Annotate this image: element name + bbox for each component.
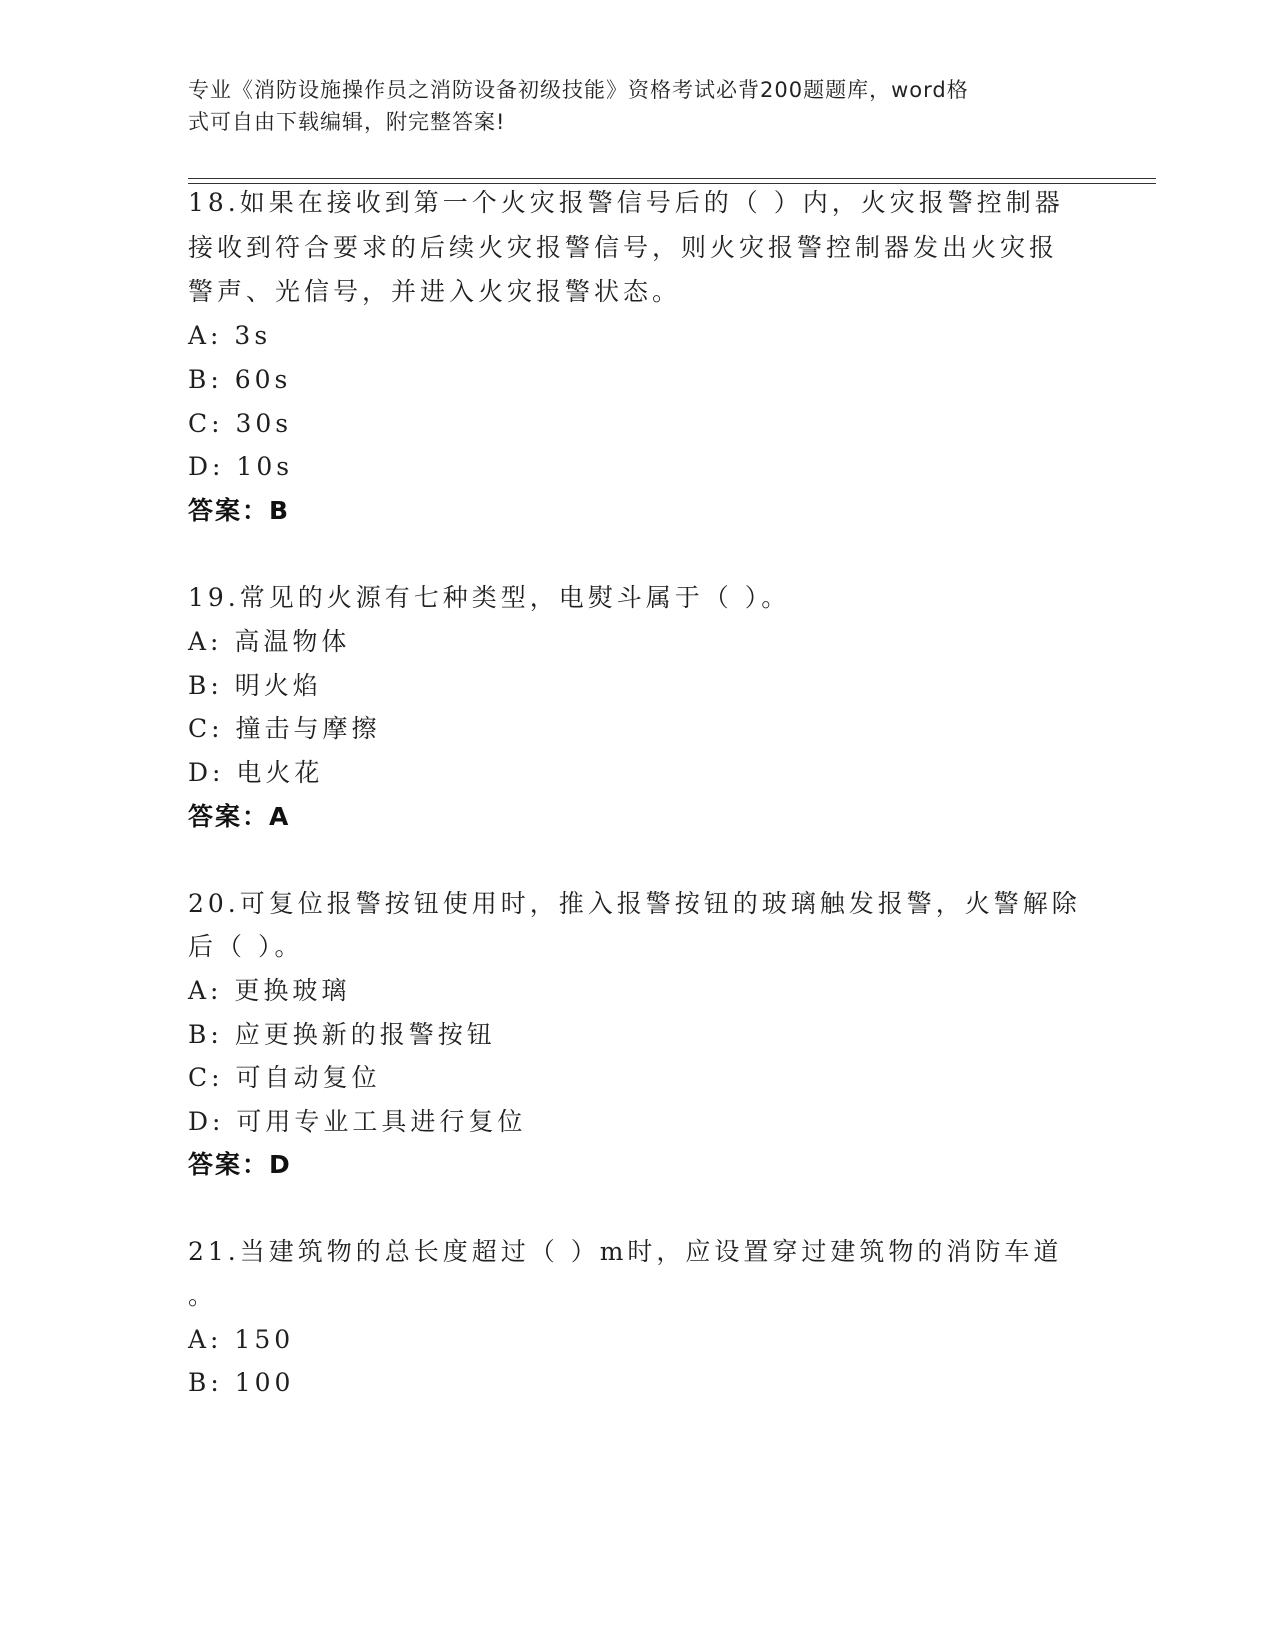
question-20-stem-line-1: 20.可复位报警按钮使用时，推入报警按钮的玻璃触发报警，火警解除 bbox=[188, 889, 1081, 918]
question-20-option-b: B: 应更换新的报警按钮 bbox=[188, 1020, 496, 1049]
question-18-answer: 答案：B bbox=[188, 496, 291, 525]
document-header bbox=[188, 74, 1088, 138]
question-19-answer: 答案：A bbox=[188, 802, 291, 831]
question-18-option-d: D: 10s bbox=[188, 452, 294, 481]
header-line-1: 专业《消防设施操作员之消防设备初级技能》资格考试必背200题题库，word格 bbox=[188, 78, 969, 102]
question-19-option-a: A: 高温物体 bbox=[188, 627, 351, 656]
question-19-option-d: D: 电火花 bbox=[188, 758, 324, 787]
question-18-option-c: C: 30s bbox=[188, 409, 293, 438]
header-divider-bottom bbox=[188, 183, 1156, 184]
question-21-option-a: A: 150 bbox=[188, 1325, 295, 1354]
question-21-stem-line-2: 。 bbox=[188, 1281, 218, 1310]
question-21-stem-line-1: 21.当建筑物的总长度超过（ ）m时，应设置穿过建筑物的消防车道 bbox=[188, 1237, 1063, 1266]
question-19-stem-line-1: 19.常见的火源有七种类型，电熨斗属于（ ）。 bbox=[188, 583, 791, 612]
question-18-stem-line-1: 18.如果在接收到第一个火灾报警信号后的（ ）内，火灾报警控制器 bbox=[188, 188, 1064, 217]
question-21-option-b: B: 100 bbox=[188, 1368, 295, 1397]
question-20-option-c: C: 可自动复位 bbox=[188, 1063, 381, 1092]
question-20-option-a: A: 更换玻璃 bbox=[188, 976, 351, 1005]
question-18-stem-line-3: 警声、光信号，并进入火灾报警状态。 bbox=[188, 277, 682, 306]
question-20-option-d: D: 可用专业工具进行复位 bbox=[188, 1107, 527, 1136]
header-divider-top bbox=[188, 178, 1156, 179]
question-20-answer: 答案：D bbox=[188, 1150, 292, 1179]
question-18-option-a: A: 3s bbox=[188, 321, 272, 350]
question-20-stem-line-2: 后（ ）。 bbox=[188, 932, 304, 961]
question-19-option-c: C: 撞击与摩擦 bbox=[188, 714, 381, 743]
header-line-2: 式可自由下载编辑，附完整答案! bbox=[188, 110, 506, 134]
question-18-option-b: B: 60s bbox=[188, 365, 292, 394]
question-19-option-b: B: 明火焰 bbox=[188, 671, 322, 700]
question-18-stem-line-2: 接收到符合要求的后续火灾报警信号，则火灾报警控制器发出火灾报 bbox=[188, 233, 1059, 262]
